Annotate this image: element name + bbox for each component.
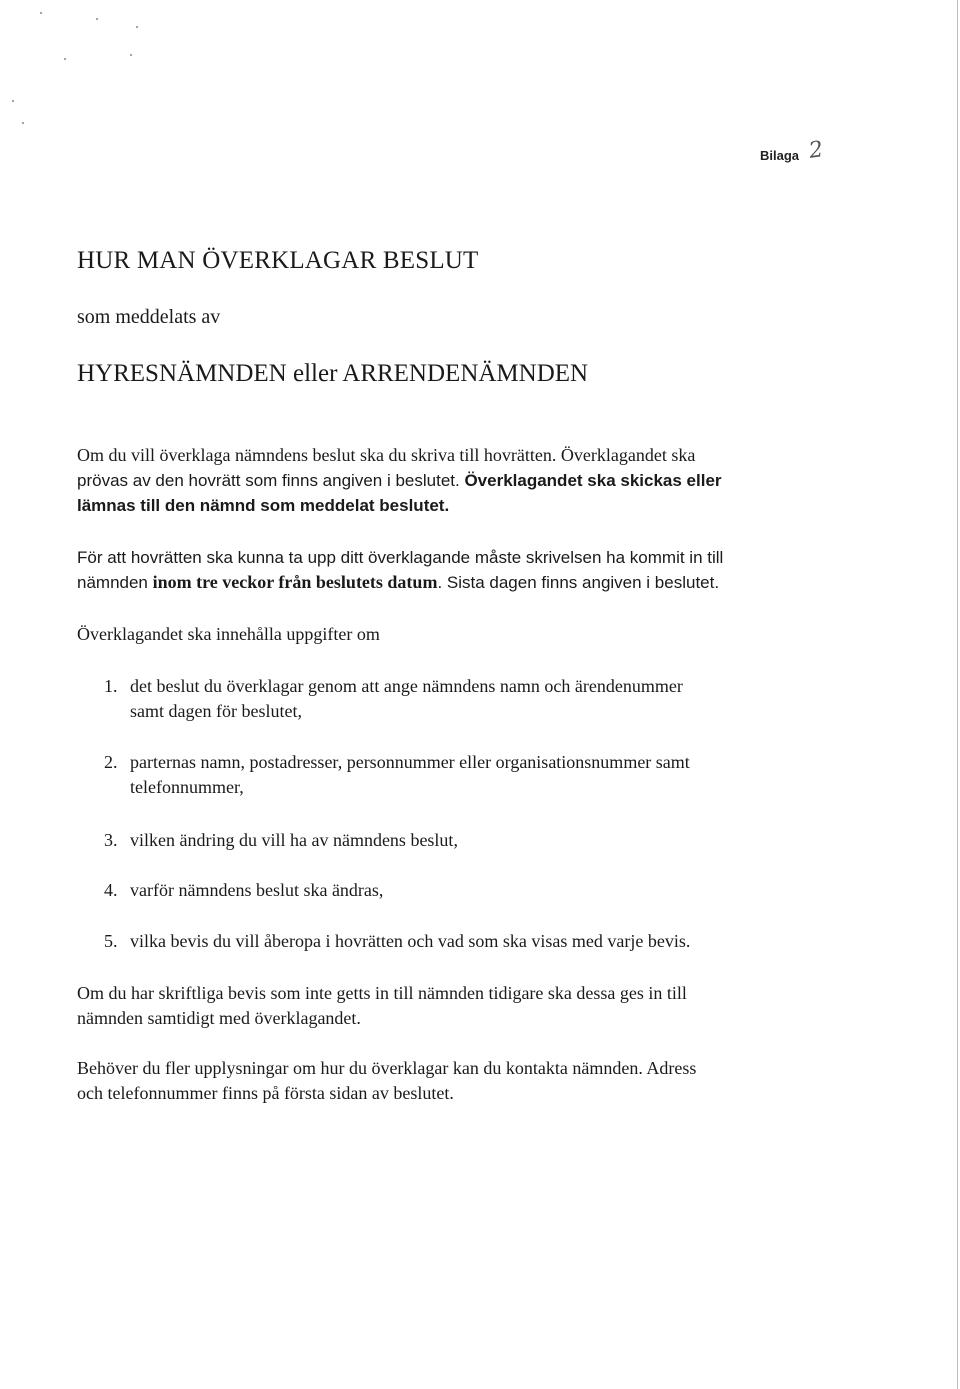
paragraph-text: . Sista dagen finns angiven i beslutet. (437, 573, 720, 592)
scan-speck (130, 54, 132, 56)
paragraph-line: nämnden samtidigt med överklagandet. (77, 1008, 361, 1028)
paragraph-deadline (77, 545, 847, 595)
paragraph-line: Behöver du fler upplysningar om hur du överklagar kan du kontakta nämnden. Adress (77, 1058, 697, 1078)
paragraph-line: Om du vill överklaga nämndens beslut ska du skriva till hovrätten. Överklagandet ska (77, 445, 696, 465)
list-item (104, 674, 844, 724)
list-number: 4. (104, 880, 118, 900)
attachment-label: Bilaga (760, 148, 800, 163)
document-title: HUR MAN ÖVERKLAGAR BESLUT (77, 247, 479, 274)
attachment-number-handwritten: 2 (807, 137, 825, 164)
paragraph-emphasis: Överklagandet ska skickas eller (464, 471, 722, 490)
list-item (104, 750, 844, 800)
list-item-text: samt dagen för beslutet, (130, 701, 302, 721)
scan-speck (96, 18, 98, 20)
paragraph-line (77, 493, 847, 518)
authority-heading: HYRESNÄMNDEN eller ARRENDENÄMNDEN (77, 360, 589, 387)
scan-edge-line (957, 0, 958, 1389)
list-item (104, 828, 844, 853)
list-number: 1. (104, 676, 118, 696)
paragraph-text: nämnden (77, 573, 153, 592)
paragraph-appeal-to-court (77, 443, 847, 518)
paragraph-line (77, 468, 847, 493)
list-number: 5. (104, 931, 118, 951)
scan-speck (64, 58, 66, 60)
paragraph-line: Om du har skriftliga bevis som inte getts in till nämnden tidigare ska dessa ges in till (77, 983, 687, 1003)
list-intro (77, 622, 847, 647)
list-number: 2. (104, 752, 118, 772)
paragraph-line: För att hovrätten ska kunna ta upp ditt överklagande måste skrivelsen ha kommit in till (77, 548, 724, 567)
paragraph-text: prövas av den hovrätt som finns angiven i beslutet. (77, 471, 465, 490)
scan-speck (12, 100, 14, 102)
paragraph-line (77, 570, 847, 595)
list-item-text: parternas namn, postadresser, personnummer eller organisationsnummer samt (130, 752, 690, 772)
list-item (104, 878, 844, 903)
list-item-text: vilken ändring du vill ha av nämndens beslut, (130, 830, 458, 850)
attachment-marker (760, 138, 823, 163)
paragraph-emphasis: lämnas till den nämnd som meddelat beslutet. (77, 496, 450, 515)
list-item-text: vilka bevis du vill åberopa i hovrätten och vad som ska visas med varje bevis. (130, 931, 691, 951)
list-number: 3. (104, 830, 118, 850)
paragraph-emphasis: inom tre veckor från beslutets datum (152, 572, 438, 592)
scan-speck (40, 12, 42, 14)
paragraph-written-evidence (77, 981, 847, 1031)
paragraph-line: Överklagandet ska innehålla uppgifter om (77, 624, 380, 644)
list-item (104, 929, 844, 954)
list-item-text: telefonnummer, (130, 777, 244, 797)
scan-speck (22, 122, 24, 124)
document-subtitle: som meddelats av (77, 306, 221, 328)
paragraph-contact-info (77, 1056, 847, 1106)
scan-speck (136, 26, 138, 28)
list-item-text: det beslut du överklagar genom att ange nämndens namn och ärendenummer (130, 676, 683, 696)
paragraph-line: och telefonnummer finns på första sidan av beslutet. (77, 1083, 454, 1103)
list-item-text: varför nämndens beslut ska ändras, (130, 880, 384, 900)
